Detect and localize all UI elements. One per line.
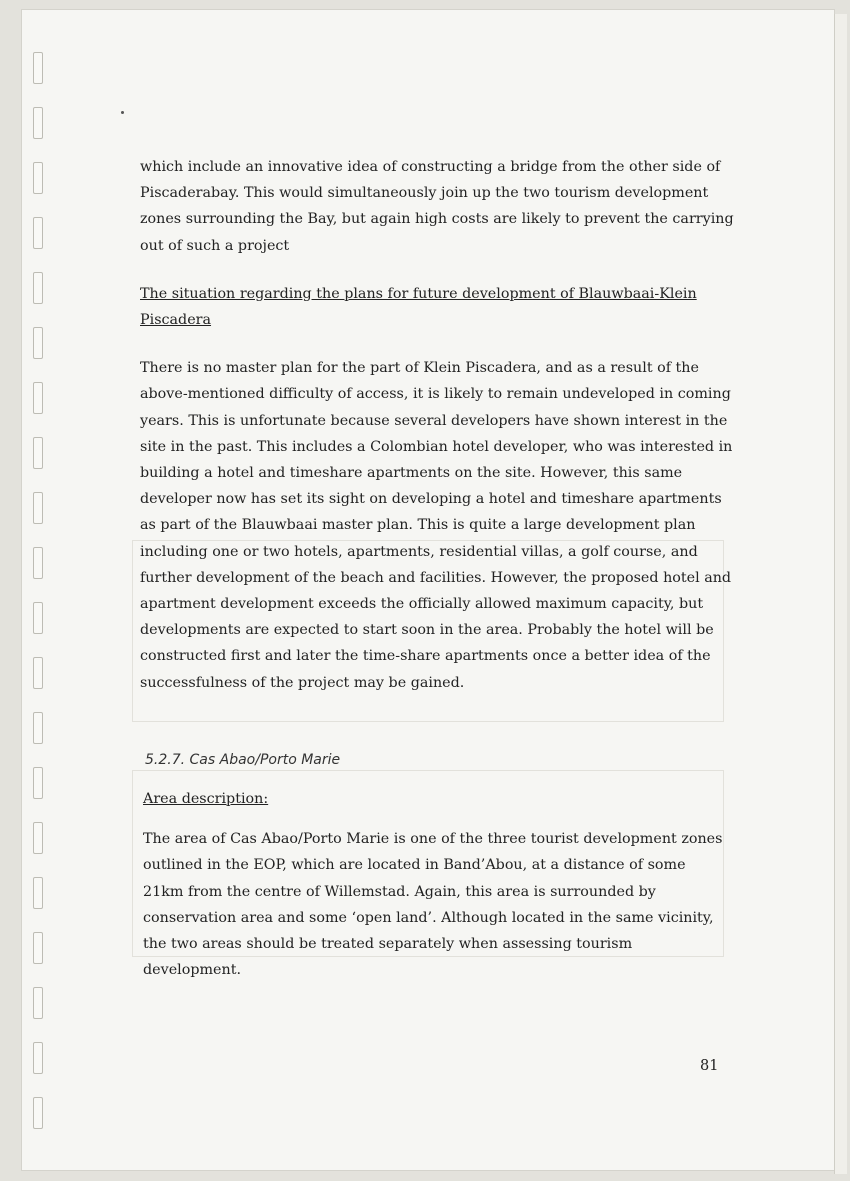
area-block bbox=[143, 786, 728, 983]
section-title: 5.2.7. Cas Abao/Porto Marie bbox=[145, 752, 341, 768]
binding-hole bbox=[33, 987, 43, 1019]
binding-hole bbox=[33, 272, 43, 304]
area-description-paragraph: The area of Cas Abao/Porto Marie is one of the three tourist development zones outlined in the EOP, which are located in Band’Abou, at a distance of some 21km from the centre of Willemstad. Again, this area is surrounded by conservation area and some ‘open land’. Although located in the same vicinity, the two areas should be treated separately when assessing tourism development. bbox=[143, 831, 723, 979]
body-text bbox=[140, 154, 740, 696]
page-edge bbox=[834, 14, 847, 1174]
future-plans-heading: The situation regarding the plans for future development of Blauwbaai-Klein Piscadera bbox=[140, 285, 697, 329]
binding-hole bbox=[33, 767, 43, 799]
binding-hole bbox=[33, 217, 43, 249]
binding-hole bbox=[33, 602, 43, 634]
binding-hole bbox=[33, 547, 43, 579]
binding-hole bbox=[33, 52, 43, 84]
binding-hole bbox=[33, 712, 43, 744]
binding-hole bbox=[33, 657, 43, 689]
intro-paragraph: which include an innovative idea of constructing a bridge from the other side of Piscaderabay. This would simultaneously join up the two tourism development zones surrounding the Bay, but again high costs are likely to prevent the carrying out of such a project bbox=[140, 159, 734, 254]
future-plans-paragraph: There is no master plan for the part of Klein Piscadera, and as a result of the above-mentioned difficulty of access, it is likely to remain undeveloped in coming years. This is unfortunate because several developers have shown interest in the site in the past. This includes a Colombian hotel developer, who was interested in building a hotel and timeshare apartments on the site. However, this same developer now has set its sight on developing a hotel and timeshare apartments as part of the Blauwbaai master plan. This is quite a large development plan including one or two hotels, apartments, residential villas, a golf course, and further development of the beach and facilities. However, the proposed hotel and apartment development exceeds the officially allowed maximum capacity, but developments are expected to start soon in the area. Probably the hotel will be constructed first and later the time-share apartments once a better idea of the successfulness of the project may be gained. bbox=[140, 360, 733, 691]
binding-hole bbox=[33, 932, 43, 964]
binding-hole bbox=[33, 107, 43, 139]
binding-hole bbox=[33, 1097, 43, 1129]
section-block bbox=[145, 752, 745, 768]
page-number: 81 bbox=[700, 1058, 719, 1074]
binding-hole bbox=[33, 492, 43, 524]
area-description-heading: Area description: bbox=[143, 791, 269, 807]
binding-hole bbox=[33, 162, 43, 194]
binding-hole bbox=[33, 1042, 43, 1074]
binding-hole bbox=[33, 822, 43, 854]
binding-hole bbox=[33, 327, 43, 359]
binding-hole bbox=[33, 382, 43, 414]
binding-hole bbox=[33, 437, 43, 469]
binding-hole bbox=[33, 877, 43, 909]
ink-speck bbox=[121, 111, 124, 114]
